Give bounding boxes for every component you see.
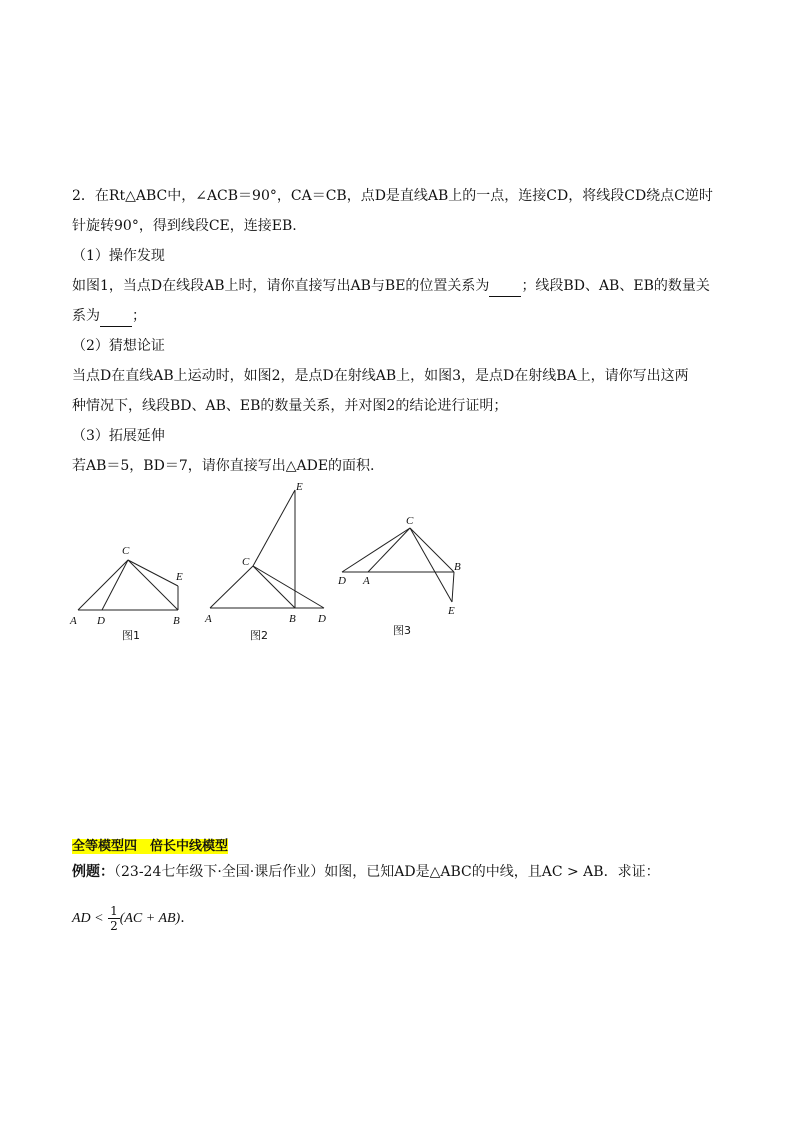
label-e: E bbox=[176, 571, 183, 583]
label-b: B bbox=[454, 561, 461, 573]
segment-ac bbox=[78, 560, 128, 610]
section-tag: 全等模型四 倍长中线模型 bbox=[72, 839, 229, 854]
answer-blank-2[interactable] bbox=[100, 306, 132, 327]
figure-1-diagram bbox=[60, 530, 200, 630]
label-a: A bbox=[205, 613, 212, 625]
figure-3-caption: 图3 bbox=[393, 624, 411, 637]
example-text: （23-24七年级下·全国·课后作业）如图，已知AD是△ABC的中线，且AC > AB．求证： bbox=[114, 864, 660, 880]
segment-cb bbox=[128, 560, 178, 610]
segment-be bbox=[452, 572, 454, 602]
part1-text-b: ；线段BD、AB、EB的数量关 bbox=[521, 278, 710, 294]
part1-title: （1）操作发现 bbox=[72, 248, 165, 264]
label-e: E bbox=[448, 605, 455, 617]
segment-ac bbox=[368, 528, 410, 572]
figure-2 bbox=[200, 478, 340, 628]
figure-2-caption: 图2 bbox=[250, 629, 268, 642]
part2-title: （2）猜想论证 bbox=[72, 338, 165, 354]
section-heading bbox=[72, 836, 228, 857]
label-d: D bbox=[318, 613, 326, 625]
part1-text-a: 如图1，当点D在线段AB上时，请你直接写出AB与BE的位置关系为 bbox=[72, 278, 490, 294]
label-c: C bbox=[122, 545, 130, 557]
label-a: A bbox=[70, 615, 77, 627]
label-a: A bbox=[363, 575, 370, 587]
label-d: D bbox=[338, 575, 346, 587]
segment-cd bbox=[102, 560, 128, 610]
segment-cb bbox=[410, 528, 454, 572]
formula-line bbox=[72, 902, 185, 935]
label-d: D bbox=[97, 615, 105, 627]
formula-numerator: 1 bbox=[110, 903, 118, 918]
segment-dc bbox=[342, 528, 410, 572]
figure-1 bbox=[60, 530, 200, 630]
segment-ce bbox=[128, 560, 178, 586]
part3-title: （3）拓展延伸 bbox=[72, 428, 165, 444]
part3-text: 若AB＝5，BD＝7，请你直接写出△ADE的面积. bbox=[72, 458, 375, 474]
example-line bbox=[72, 862, 660, 882]
segment-ce bbox=[410, 528, 452, 602]
label-b: B bbox=[173, 615, 180, 627]
figure-1-caption: 图1 bbox=[122, 629, 140, 642]
label-e: E bbox=[296, 481, 303, 493]
formula-right: (AC + AB) bbox=[119, 911, 181, 926]
segment-ac bbox=[210, 566, 253, 608]
problem-line-1: 2．在Rt△ABC中，∠ACB＝90°，CA＝CB，点D是直线AB上的一点，连接CD，将线段CD绕点C逆时 bbox=[72, 188, 713, 204]
figure-2-diagram bbox=[200, 478, 340, 628]
example-label: 例题： bbox=[72, 864, 114, 880]
problem-line-2: 针旋转90°，得到线段CE，连接EB. bbox=[72, 218, 297, 234]
figure-3-diagram bbox=[330, 510, 470, 620]
part2-line-2: 种情况下，线段BD、AB、EB的数量关系，并对图2的结论进行证明； bbox=[72, 398, 508, 414]
part1-text-c: 系为 bbox=[72, 308, 100, 324]
part2-line-1: 当点D在直线AB上运动时，如图2，是点D在射线AB上，如图3，是点D在射线BA上，请你写出这两 bbox=[72, 368, 689, 384]
answer-blank-1[interactable] bbox=[489, 276, 521, 297]
segment-ce bbox=[253, 490, 295, 566]
label-c: C bbox=[242, 556, 250, 568]
figure-3 bbox=[330, 510, 470, 620]
part1-line-1 bbox=[72, 276, 710, 297]
label-c: C bbox=[406, 515, 414, 527]
formula-denominator: 2 bbox=[110, 918, 118, 933]
formula-left: AD < bbox=[72, 911, 104, 926]
part1-text-d: ； bbox=[132, 308, 146, 324]
formula-end: . bbox=[180, 910, 185, 926]
formula-fraction bbox=[108, 904, 120, 933]
part1-line-2 bbox=[72, 306, 146, 327]
label-b: B bbox=[289, 613, 296, 625]
